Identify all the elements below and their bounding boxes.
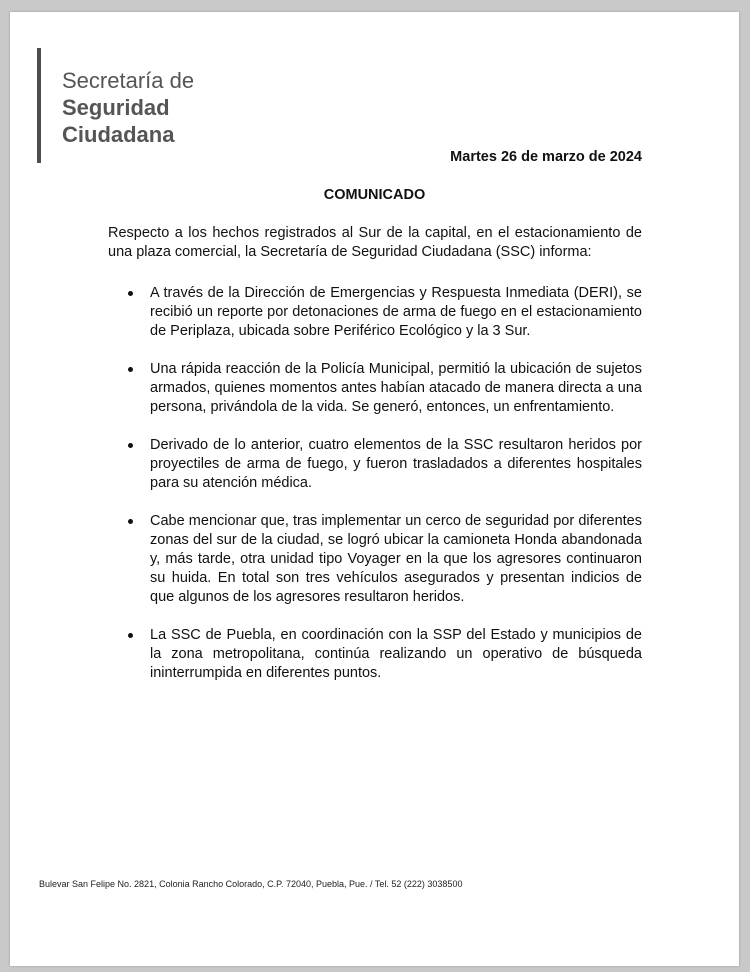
bullet-item: Derivado de lo anterior, cuatro elementos de la SSC resultaron heridos por proyectiles de arma de fuego, y fueron trasladados a diferentes hospitales para su atención médica. [108,436,642,493]
footer-address: Bulevar San Felipe No. 2821, Colonia Rancho Colorado, C.P. 72040, Puebla, Pue. / Tel. 52 (222) 3038500 [39,879,463,889]
logo-line-2: Seguridad [62,95,170,120]
bullet-item: A través de la Dirección de Emergencias y Respuesta Inmediata (DERI), se recibió un reporte por detonaciones de arma de fuego en el estacionamiento de Periplaza, ubicada sobre Periférico Ecológico y la 3 Sur. [108,284,642,341]
logo [62,67,194,148]
bullet-item: Cabe mencionar que, tras implementar un cerco de seguridad por diferentes zonas del sur de la ciudad, se logró ubicar la camioneta Honda abandonada y, más tarde, otra unidad tipo Voyager en la que los agresores continuaron su huida. En total son tres vehículos asegurados y presentan indicios de que algunos de los agresores resultaron heridos. [108,512,642,607]
bullet-item: Una rápida reacción de la Policía Municipal, permitió la ubicación de sujetos armados, quienes momentos antes habían atacado de manera directa a una persona, privándola de la vida. Se generó, entonces, un enfrentamiento. [108,360,642,417]
document-page [10,12,739,966]
document-date: Martes 26 de marzo de 2024 [450,149,642,165]
bullet-item: La SSC de Puebla, en coordinación con la SSP del Estado y municipios de la zona metropolitana, continúa realizando un operativo de búsqueda ininterrumpida en diferentes puntos. [108,626,642,683]
document-heading: COMUNICADO [323,187,426,203]
logo-line-1: Secretaría de [62,68,195,93]
intro-paragraph: Respecto a los hechos registrados al Sur de la capital, en el estacionamiento de una plaza comercial, la Secretaría de Seguridad Ciudadana (SSC) informa: [108,225,642,260]
logo-line-3: Ciudadana [62,122,175,147]
bullet-list [108,284,642,702]
logo-bar [37,48,41,163]
